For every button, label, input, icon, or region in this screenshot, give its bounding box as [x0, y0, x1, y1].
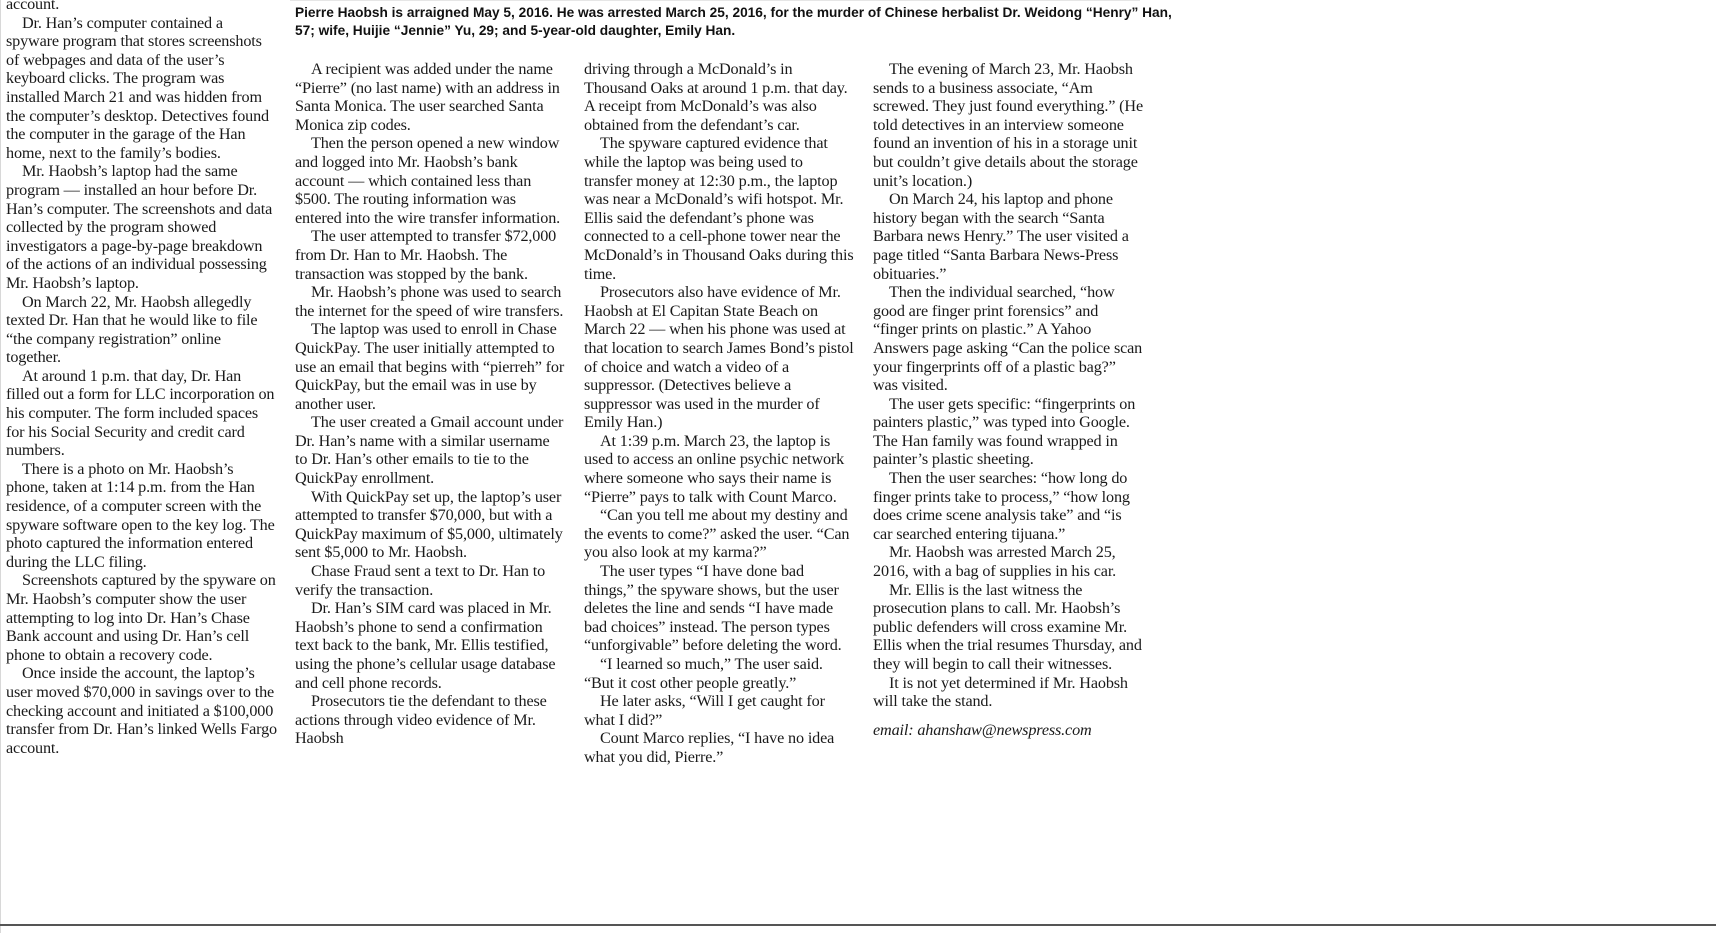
article-paragraph: He later asks, “Will I get caught for what I did?”	[584, 692, 825, 729]
article-paragraph: Dr. Han’s computer contained a spyware program that stores screenshots of webpages and data of the user’s keyboard clicks. The program was installed March 21 and was hidden from the computer’s desktop. Detectives found the computer in the garage of the Han home, next to the family’s bodies.	[6, 13, 269, 162]
article-paragraph: account.	[6, 0, 60, 13]
article-paragraph: Dr. Han’s SIM card was placed in Mr. Haobsh’s phone to send a confirmation text back to the bank, Mr. Ellis testified, using the phone’s cellular usage database and cell phone records.	[295, 599, 556, 692]
article-paragraph: Mr. Haobsh was arrested March 25, 2016, with a bag of supplies in his car.	[873, 543, 1117, 581]
article-paragraph: The user gets specific: “fingerprints on painters plastic,” was typed into Google. The Han family was found wrapped in painter’s plastic sheeting.	[873, 394, 1136, 469]
article-paragraph: The spyware captured evidence that while the laptop was being used to transfer money at 12:30 p.m., the laptop was near a McDonald’s wifi hotspot. Mr. Ellis said the defendant’s phone was connected to a cell-phone tower near the McDonald’s in Thousand Oaks during this time.	[584, 134, 854, 283]
article-column-3	[584, 60, 854, 767]
article-paragraph: At around 1 p.m. that day, Dr. Han filled out a form for LLC incorporation on his computer. The form included spaces for his Social Security and credit card numbers.	[6, 366, 275, 460]
article-paragraph: At 1:39 p.m. March 23, the laptop is used to access an online psychic network where someone who says their name is “Pierre” pays to talk with Count Marco.	[584, 431, 845, 506]
article-paragraph: It is not yet determined if Mr. Haobsh will take the stand.	[873, 673, 1128, 711]
article-paragraph: A recipient was added under the name “Pierre” (no last name) with an address in Santa Monica. The user searched Santa Monica zip codes.	[295, 60, 560, 134]
article-column-1	[6, 0, 278, 757]
article-paragraph: driving through a McDonald’s in Thousand Oaks at around 1 p.m. that day. A receipt from McDonald’s was also obtained from the defendant’s car.	[584, 60, 848, 134]
article-paragraph: “I learned so much,” The user said. “But it cost other people greatly.”	[584, 655, 823, 692]
article-paragraph: The user created a Gmail account under Dr. Han’s name with a similar username to Dr. Han’s other emails to tie to the QuickPay enrollment.	[295, 413, 564, 488]
article-paragraph: Prosecutors also have evidence of Mr. Haobsh at El Capitan State Beach on March 22 — when his phone was used at that location to search James Bond’s pistol of choice and watch a video of a suppressor. (Detectives believe a suppressor was used in the murder of Emily Han.)	[584, 283, 854, 432]
article-paragraph: The user attempted to transfer $72,000 from Dr. Han to Mr. Haobsh. The transaction was stopped by the bank.	[295, 227, 557, 283]
photo-bottom-edge	[290, 0, 1140, 1]
article-paragraph: The user types “I have done bad things,” the spyware shows, but the user deletes the line and sends “I have made bad choices” instead. The person types “unforgivable” before deleting the word.	[584, 562, 842, 655]
page-left-border	[0, 0, 1, 933]
article-column-4	[873, 60, 1143, 739]
article-paragraph: Then the user searches: “how long do finger prints take to process,” “how long does crime scene analysis take” and “is car searched entering tijuana.”	[873, 469, 1130, 543]
article-paragraph: Mr. Haobsh’s phone was used to search the internet for the speed of wire transfers.	[295, 283, 564, 320]
article-paragraph: There is a photo on Mr. Haobsh’s phone, taken at 1:14 p.m. from the Han residence, of a computer screen with the spyware software open to the key log. The photo captured the information entered during the LLC filing.	[6, 459, 275, 571]
article-paragraph: Prosecutors tie the defendant to these actions through video evidence of Mr. Haobsh	[295, 692, 547, 748]
article-paragraph: Mr. Haobsh’s laptop had the same program — installed an hour before Dr. Han’s computer. The screenshots and data collected by the program showed investigators a page-by-page breakdown of the actions of an individual possessing Mr. Haobsh’s laptop.	[6, 162, 273, 292]
author-email[interactable]: email: ahanshaw@newspress.com	[873, 720, 1092, 739]
article-paragraph: “Can you tell me about my destiny and the events to come?” asked the user. “Can you also look at my karma?”	[584, 506, 850, 562]
article-paragraph: Screenshots captured by the spyware on Mr. Haobsh’s computer show the user attempting to log into Dr. Han’s Chase Bank account and using Dr. Han’s cell phone to obtain a recovery code.	[6, 571, 276, 664]
article-paragraph: Count Marco replies, “I have no idea what you did, Pierre.”	[584, 729, 835, 766]
page-bottom-rule	[0, 924, 1716, 926]
article-paragraph: The evening of March 23, Mr. Haobsh sends to a business associate, “Am screwed. They just found everything.” (He told detectives in an interview someone found an invention of his in a storage unit but couldn’t give details about the storage unit’s location.)	[873, 60, 1144, 190]
article-paragraph: Once inside the account, the laptop’s user moved $70,000 in savings over to the checking account and initiated a $100,000 transfer from Dr. Han’s linked Wells Fargo account.	[6, 664, 277, 757]
article-paragraph: On March 24, his laptop and phone history began with the search “Santa Barbara news Henry.” The user visited a page titled “Santa Barbara News-Press obituaries.”	[873, 190, 1129, 283]
article-paragraph: Chase Fraud sent a text to Dr. Han to verify the transaction.	[295, 562, 546, 599]
article-column-2	[295, 60, 565, 748]
article-paragraph: Mr. Ellis is the last witness the prosecution plans to call. Mr. Haobsh’s public defenders will cross examine Mr. Ellis when the trial resumes Thursday, and they will begin to call their witnesses.	[873, 580, 1142, 673]
article-paragraph: On March 22, Mr. Haobsh allegedly texted Dr. Han that he would like to file “the company registration” online together.	[6, 292, 258, 367]
article-paragraph: The laptop was used to enroll in Chase QuickPay. The user initially attempted to use an email that begins with “pierreh” for QuickPay, but the email was in use by another user.	[295, 320, 565, 413]
article-paragraph: Then the individual searched, “how good are finger print forensics” and “finger prints on plastic.” A Yahoo Answers page asking “Can the police scan your fingerprints off of a plastic bag?” was visited.	[873, 283, 1143, 395]
article-paragraph: With QuickPay set up, the laptop’s user attempted to transfer $70,000, but with a QuickPay maximum of $5,000, ultimately sent $5,000 to Mr. Haobsh.	[295, 487, 563, 562]
article-paragraph: Then the person opened a new window and logged into Mr. Haobsh’s bank account — which contained less than $500. The routing information was entered into the wire transfer information.	[295, 134, 561, 227]
photo-caption: Pierre Haobsh is arraigned May 5, 2016. He was arrested March 25, 2016, for the murder of Chinese herbalist Dr. Weidong “Henry” Han, 57; wife, Huijie “Jennie” Yu, 29; and 5-year-old daughter, Emily Han.	[295, 5, 1172, 38]
